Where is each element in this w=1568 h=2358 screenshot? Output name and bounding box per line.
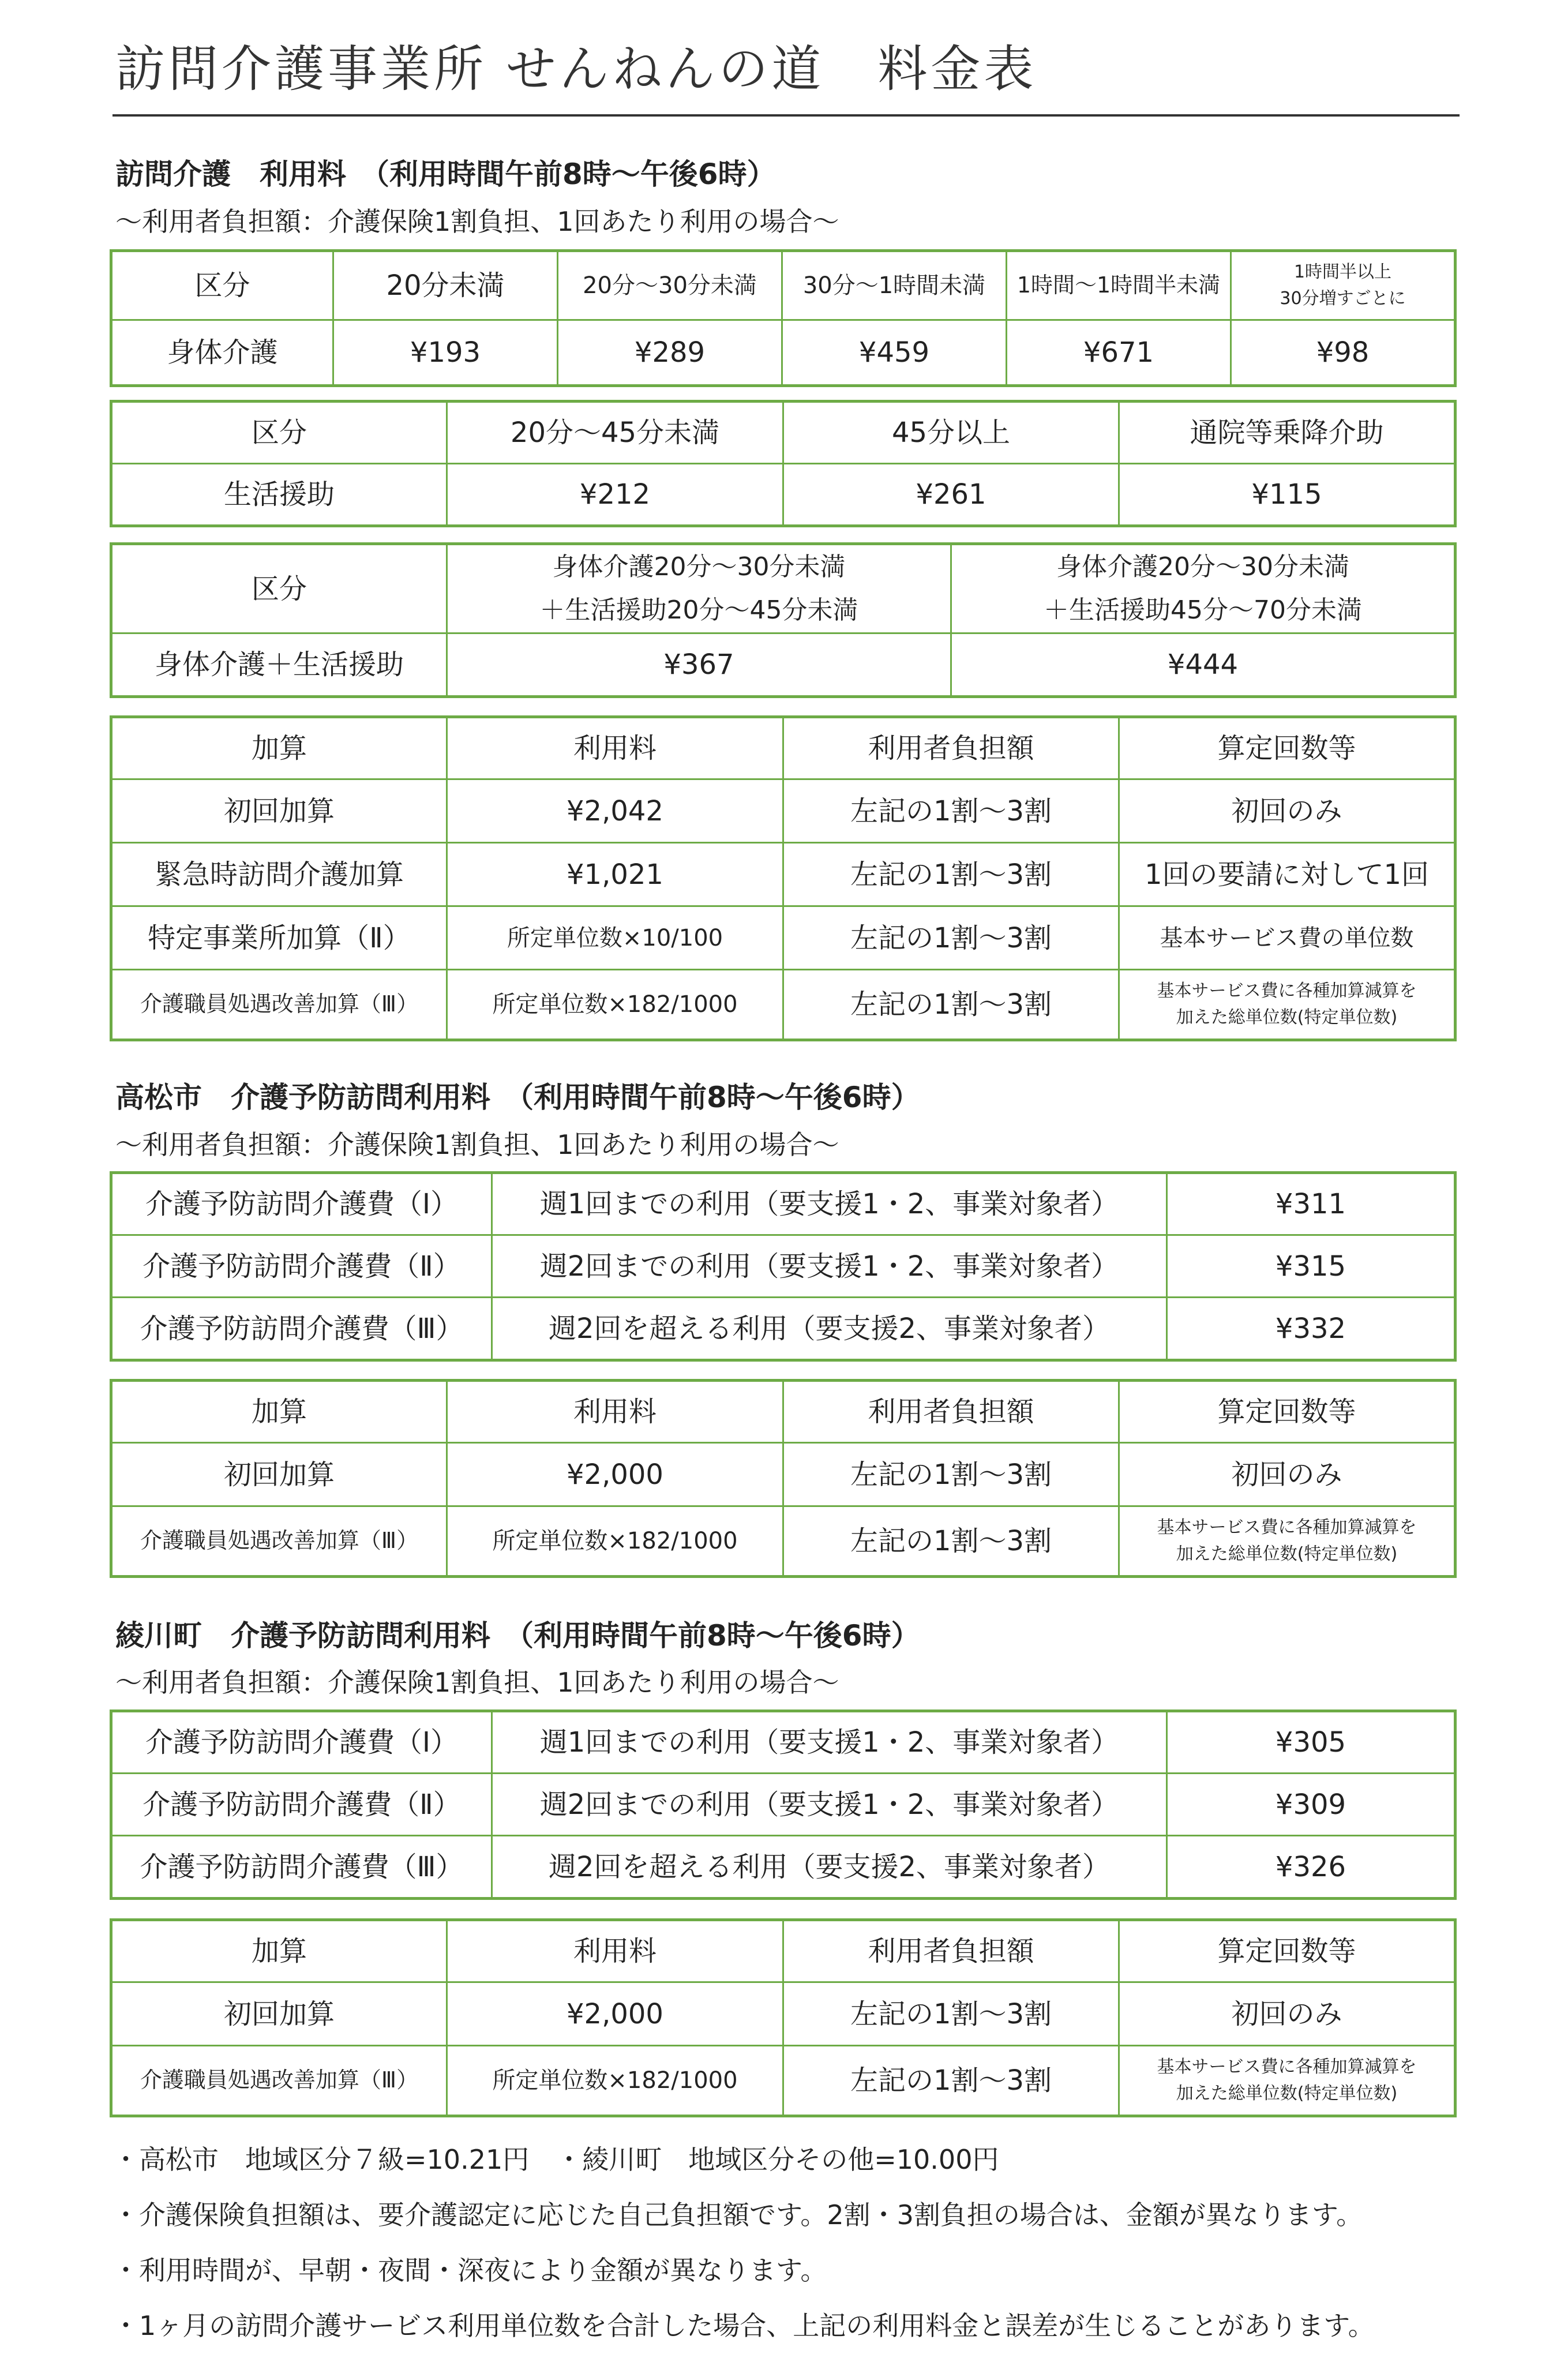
header-cell: 1時間半以上 30分増すごとに — [1231, 251, 1456, 320]
body-care-table — [110, 249, 1457, 387]
price-cell: ¥444 — [951, 633, 1456, 697]
price-cell: ¥332 — [1167, 1298, 1456, 1360]
count-cell: 初回のみ — [1119, 779, 1456, 843]
price-cell: ¥261 — [783, 464, 1119, 526]
share-cell: 左記の1割〜3割 — [783, 906, 1119, 970]
service-desc: 週2回を超える利用（要支援2、事業対象者） — [492, 1298, 1167, 1360]
row-label: 緊急時訪問介護加算 — [111, 843, 447, 906]
service-name: 介護予防訪問介護費（Ⅲ） — [111, 1298, 492, 1360]
section2-subheading: 〜利用者負担額：介護保険1割負担、1回あたり利用の場合〜 — [115, 1129, 839, 1160]
price-cell: ¥459 — [782, 320, 1007, 386]
row-label: 初回加算 — [111, 1982, 447, 2046]
row-label: 身体介護＋生活援助 — [111, 633, 447, 697]
header-cell: 算定回数等 — [1119, 1920, 1456, 1982]
price-cell: ¥309 — [1167, 1774, 1456, 1836]
header-cell: 加算 — [111, 1381, 447, 1443]
share-cell: 左記の1割〜3割 — [783, 970, 1119, 1040]
price-cell: ¥305 — [1167, 1711, 1456, 1774]
header-cell: 利用者負担額 — [783, 1920, 1119, 1982]
count-cell: 基本サービス費に各種加算減算を 加えた総単位数(特定単位数) — [1119, 970, 1456, 1040]
header-cell: 利用料 — [447, 1920, 783, 1982]
note-item: ・1ヶ月の訪問介護サービス利用単位数を合計した場合、上記の利用料金と誤差が生じることがあります。 — [112, 2310, 1375, 2341]
share-cell: 左記の1割〜3割 — [783, 843, 1119, 906]
fee-cell: 所定単位数×182/1000 — [447, 2046, 783, 2116]
price-cell: ¥98 — [1231, 320, 1456, 386]
fee-cell: 所定単位数×182/1000 — [447, 1506, 783, 1577]
count-cell: 基本サービス費に各種加算減算を 加えた総単位数(特定単位数) — [1119, 2046, 1456, 2116]
row-label: 介護職員処遇改善加算（Ⅲ） — [111, 1506, 447, 1577]
row-label: 介護職員処遇改善加算（Ⅲ） — [111, 970, 447, 1040]
fee-cell: ¥2,042 — [447, 779, 783, 843]
addon-table-2 — [110, 1379, 1457, 1578]
header-cell: 区分 — [111, 544, 447, 633]
header-cell: 1時間〜1時間半未満 — [1007, 251, 1231, 320]
header-cell: 20分未満 — [333, 251, 558, 320]
service-desc: 週2回までの利用（要支援1・2、事業対象者） — [492, 1235, 1167, 1298]
service-name: 介護予防訪問介護費（Ⅱ） — [111, 1774, 492, 1836]
row-label: 介護職員処遇改善加算（Ⅲ） — [111, 2046, 447, 2116]
fee-cell: ¥1,021 — [447, 843, 783, 906]
takamatsu-fee-table — [110, 1171, 1457, 1362]
service-name: 介護予防訪問介護費（Ⅰ） — [111, 1173, 492, 1235]
row-label: 初回加算 — [111, 1443, 447, 1506]
price-cell: ¥289 — [558, 320, 782, 386]
header-cell: 利用者負担額 — [783, 717, 1119, 779]
ayagawa-fee-table — [110, 1710, 1457, 1900]
header-cell: 算定回数等 — [1119, 717, 1456, 779]
share-cell: 左記の1割〜3割 — [783, 1982, 1119, 2046]
row-label: 初回加算 — [111, 779, 447, 843]
header-cell: 身体介護20分〜30分未満 ＋生活援助20分〜45分未満 — [447, 544, 951, 633]
price-cell: ¥367 — [447, 633, 951, 697]
row-label: 生活援助 — [111, 464, 447, 526]
section1-subheading: 〜利用者負担額：介護保険1割負担、1回あたり利用の場合〜 — [115, 206, 839, 237]
price-cell: ¥315 — [1167, 1235, 1456, 1298]
page-title: 訪問介護事業所 せんねんの道 料金表 — [115, 40, 1037, 98]
combo-care-table — [110, 542, 1457, 698]
header-cell: 利用者負担額 — [783, 1381, 1119, 1443]
header-cell: 加算 — [111, 1920, 447, 1982]
service-desc: 週1回までの利用（要支援1・2、事業対象者） — [492, 1173, 1167, 1235]
price-cell: ¥326 — [1167, 1836, 1456, 1899]
row-label: 身体介護 — [111, 320, 333, 386]
header-cell: 45分以上 — [783, 402, 1119, 464]
header-cell: 20分〜45分未満 — [447, 402, 783, 464]
fee-cell: ¥2,000 — [447, 1443, 783, 1506]
service-desc: 週1回までの利用（要支援1・2、事業対象者） — [492, 1711, 1167, 1774]
fee-cell: 所定単位数×10/100 — [447, 906, 783, 970]
note-item: ・利用時間が、早朝・夜間・深夜により金額が異なります。 — [112, 2255, 827, 2286]
count-cell: 初回のみ — [1119, 1982, 1456, 2046]
header-cell: 加算 — [111, 717, 447, 779]
addon-table-3 — [110, 1918, 1457, 2117]
count-cell: 初回のみ — [1119, 1443, 1456, 1506]
fee-cell: 所定単位数×182/1000 — [447, 970, 783, 1040]
section3-subheading: 〜利用者負担額：介護保険1割負担、1回あたり利用の場合〜 — [115, 1667, 839, 1698]
row-label: 特定事業所加算（Ⅱ） — [111, 906, 447, 970]
header-cell: 算定回数等 — [1119, 1381, 1456, 1443]
header-cell: 利用料 — [447, 717, 783, 779]
title-underline — [112, 114, 1460, 117]
service-desc: 週2回までの利用（要支援1・2、事業対象者） — [492, 1774, 1167, 1836]
share-cell: 左記の1割〜3割 — [783, 779, 1119, 843]
header-cell: 区分 — [111, 402, 447, 464]
count-cell: 1回の要請に対して1回 — [1119, 843, 1456, 906]
notes-list — [112, 2132, 1375, 2353]
price-cell: ¥671 — [1007, 320, 1231, 386]
service-name: 介護予防訪問介護費（Ⅲ） — [111, 1836, 492, 1899]
addon-table-1 — [110, 715, 1457, 1041]
note-item: ・高松市 地域区分７級=10.21円 ・綾川町 地域区分その他=10.00円 — [112, 2144, 999, 2175]
header-cell: 区分 — [111, 251, 333, 320]
header-cell: 通院等乗降介助 — [1119, 402, 1456, 464]
share-cell: 左記の1割〜3割 — [783, 1443, 1119, 1506]
price-cell: ¥115 — [1119, 464, 1456, 526]
section3-heading: 綾川町 介護予防訪問利用料 （利用時間午前8時〜午後6時） — [115, 1619, 920, 1652]
header-cell: 身体介護20分〜30分未満 ＋生活援助45分〜70分未満 — [951, 544, 1456, 633]
count-cell: 基本サービス費に各種加算減算を 加えた総単位数(特定単位数) — [1119, 1506, 1456, 1577]
header-cell: 利用料 — [447, 1381, 783, 1443]
price-cell: ¥212 — [447, 464, 783, 526]
service-name: 介護予防訪問介護費（Ⅰ） — [111, 1711, 492, 1774]
header-cell: 30分〜1時間未満 — [782, 251, 1007, 320]
service-name: 介護予防訪問介護費（Ⅱ） — [111, 1235, 492, 1298]
life-support-table — [110, 400, 1457, 527]
share-cell: 左記の1割〜3割 — [783, 2046, 1119, 2116]
fee-cell: ¥2,000 — [447, 1982, 783, 2046]
note-item: ・介護保険負担額は、要介護認定に応じた自己負担額です。2割・3割負担の場合は、金額が異なります。 — [112, 2199, 1363, 2230]
section2-heading: 高松市 介護予防訪問利用料 （利用時間午前8時〜午後6時） — [115, 1081, 920, 1114]
service-desc: 週2回を超える利用（要支援2、事業対象者） — [492, 1836, 1167, 1899]
price-cell: ¥193 — [333, 320, 558, 386]
section1-heading: 訪問介護 利用料 （利用時間午前8時〜午後6時） — [115, 158, 776, 191]
count-cell: 基本サービス費の単位数 — [1119, 906, 1456, 970]
price-cell: ¥311 — [1167, 1173, 1456, 1235]
header-cell: 20分〜30分未満 — [558, 251, 782, 320]
share-cell: 左記の1割〜3割 — [783, 1506, 1119, 1577]
